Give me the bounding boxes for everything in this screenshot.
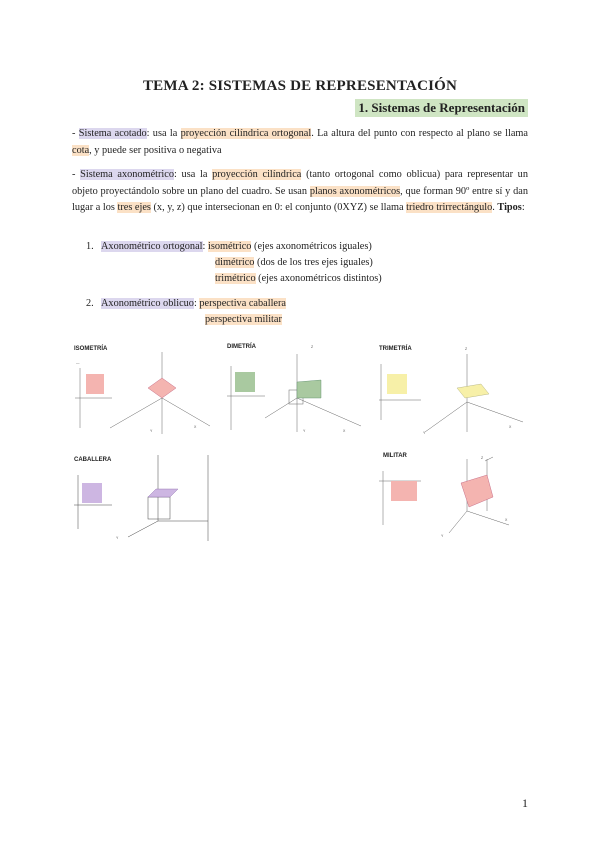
svg-text:Z: Z [465,347,468,351]
description: (ejes axonométricos distintos) [255,273,382,284]
term-perspectiva-caballera: perspectiva caballera [199,298,286,309]
list-number: 1. [86,241,94,252]
page-title: TEMA 2: SISTEMAS DE REPRESENTACIÓN [142,78,458,94]
figure-isometria [72,340,212,440]
svg-text:Y: Y [303,429,306,433]
term-axonometrico-oblicuo: Axonométrico oblicuo [101,298,194,309]
figure-trimetria [377,340,527,440]
figure-title: DIMETRÍA [227,344,256,350]
highlight-planos-axonometricos: planos axonométricos [309,185,401,197]
highlight-proyeccion-cilindrica: proyección cilíndrica [212,169,302,180]
dimetria-rhombus [297,380,321,398]
section-heading: 1. Sistemas de Representación [355,99,528,117]
text: : usa la [174,169,213,180]
isometria-rhombus [148,378,176,398]
text: , y puede ser positiva o negativa [89,144,222,156]
svg-text:Y: Y [116,536,119,540]
term-trimetrico: trimétrico [215,273,256,284]
figure-title: CABALLERA [74,457,112,463]
text: , que forman 90º entre sí y dan lugar a los [72,185,529,213]
figure-title: MILITAR [383,453,407,459]
highlight-proyeccion-ortogonal: proyección cilíndrica ortogonal [180,128,312,139]
separator: : [193,298,200,309]
term-sistema-acotado: Sistema acotado [78,128,147,139]
figure-title: TRIMETRÍA [379,346,412,352]
militar-rhombus [461,475,493,507]
separator: : [202,241,208,252]
isometria-square [86,374,104,394]
highlight-tres-ejes: tres ejes [117,202,151,213]
highlight-triedro: triedro trirrectángulo [406,202,493,213]
svg-text:Y: Y [441,534,444,538]
caballera-square [82,483,102,503]
description: (dos de los tres ejes iguales) [254,257,373,268]
trimetria-rhombus [457,384,489,398]
svg-text:X: X [343,429,346,433]
term-isometrico: isométrico [207,241,252,252]
highlight-cota: cota [72,144,90,156]
term-perspectiva-militar: perspectiva militar [205,314,282,325]
list-item-ortogonal [86,239,372,255]
list-number: 2. [86,298,94,309]
text: . La altura del punto con respecto al plano se llama [311,128,528,139]
term-axonometrico-ortogonal: Axonométrico ortogonal [101,241,203,252]
figure-title: ISOMETRÍA [74,346,108,352]
dash: - [72,128,79,139]
paragraph-sistema-axonometrico [72,167,528,217]
page-number: 1 [522,796,528,810]
svg-text:X: X [505,518,508,522]
militar-square [391,481,417,501]
dimetria-square [235,372,255,392]
term-sistema-axonometrico: Sistema axonométrico [80,169,175,180]
sub-item-dimetrico [215,255,373,271]
figure-militar [377,451,527,543]
text: . [492,202,498,213]
term-dimetrico: dimétrico [215,257,255,268]
svg-text:—: — [76,361,80,365]
text: : usa la [146,128,181,139]
sub-item-trimetrico [215,271,382,287]
text: (tanto ortogonal como oblicua) para representar un objeto proyectándolo sobre un plano del cuadro. Se usan [72,169,528,197]
figure-caballera [72,451,212,543]
sub-item-militar [205,312,282,328]
tipos-label: Tipos [497,202,522,213]
svg-text:Z: Z [311,345,314,349]
svg-text:X: X [194,425,197,429]
trimetria-square [387,374,407,394]
paragraph-sistema-acotado [72,126,528,159]
caballera-face [148,489,178,497]
description: (ejes axonométricos iguales) [251,241,372,252]
svg-text:Y: Y [150,429,153,433]
figure-dimetria [225,340,365,440]
list-item-oblicuo [86,296,286,312]
svg-text:Z: Z [481,456,484,460]
text: : [521,202,525,213]
text: (x, y, z) que intersecionan en 0: el conjunto (0XYZ) se llama [150,202,407,213]
svg-text:X: X [509,425,512,429]
dash: - [72,169,81,180]
svg-text:Y: Y [423,431,426,435]
